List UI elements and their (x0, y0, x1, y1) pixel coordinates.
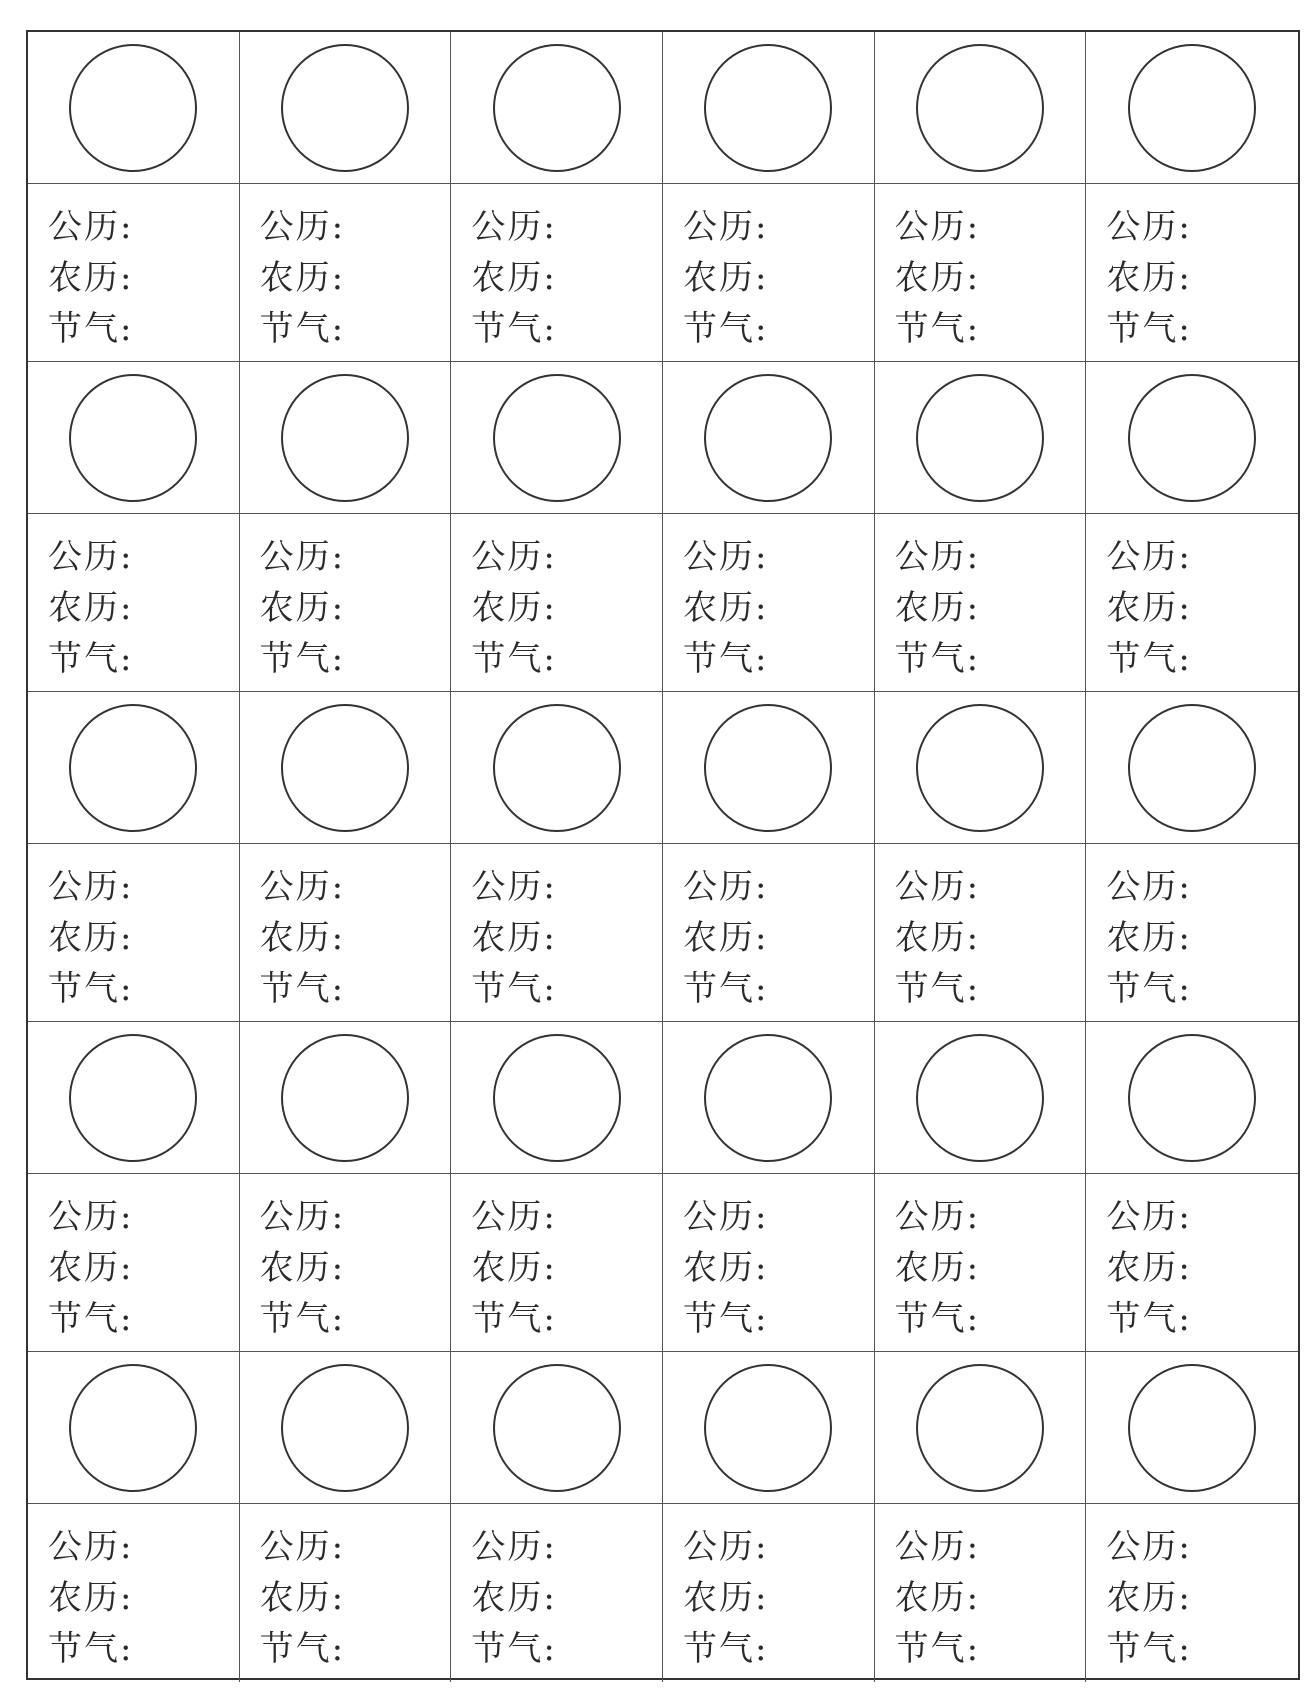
solar-term-label: 节气: (683, 1299, 769, 1339)
solar-term-label: 节气: (259, 1299, 346, 1339)
solar-term-label: 节气: (683, 969, 769, 1009)
moon-circle (704, 44, 832, 172)
moon-circle (704, 1034, 832, 1162)
moon-circle (916, 374, 1044, 502)
solar-term-label: 节气: (683, 639, 769, 679)
solar-term-label: 节气: (48, 1629, 134, 1669)
lunar-date-label: 农历: (894, 918, 981, 958)
date-info-cell (451, 1174, 663, 1352)
moon-cell (875, 1022, 1087, 1174)
solar-date-label: 公历: (683, 867, 769, 907)
lunar-date-label: 农历: (259, 1248, 346, 1288)
moon-circle (493, 1034, 621, 1162)
solar-term-label: 节气: (259, 309, 346, 349)
moon-circle (1128, 374, 1256, 502)
solar-date-label: 公历: (48, 537, 134, 577)
solar-date-label: 公历: (259, 537, 346, 577)
date-info-cell (1086, 184, 1298, 362)
moon-cell (240, 692, 452, 844)
solar-date-label: 公历: (894, 867, 981, 907)
solar-term-label: 节气: (894, 1629, 981, 1669)
solar-date-label: 公历: (683, 1527, 769, 1567)
solar-date-label: 公历: (48, 207, 134, 247)
moon-circle (916, 704, 1044, 832)
solar-term-label: 节气: (683, 309, 769, 349)
lunar-date-label: 农历: (471, 1248, 557, 1288)
solar-term-label: 节气: (48, 639, 134, 679)
date-info-cell (240, 514, 452, 692)
moon-cell (240, 1352, 452, 1504)
moon-circle (493, 374, 621, 502)
lunar-date-label: 农历: (471, 588, 557, 628)
lunar-date-label: 农历: (894, 1248, 981, 1288)
date-info-cell (875, 1504, 1087, 1682)
date-info-cell (1086, 844, 1298, 1022)
moon-cell (1086, 362, 1298, 514)
solar-term-label: 节气: (1106, 1629, 1192, 1669)
solar-term-label: 节气: (894, 309, 981, 349)
lunar-date-label: 农历: (683, 588, 769, 628)
date-info-cell (240, 1174, 452, 1352)
moon-cell (663, 32, 875, 184)
solar-term-label: 节气: (471, 1629, 557, 1669)
solar-date-label: 公历: (259, 1197, 346, 1237)
date-info-cell (1086, 1174, 1298, 1352)
date-info-cell (1086, 1504, 1298, 1682)
date-info-cell (451, 1504, 663, 1682)
moon-circle (493, 1364, 621, 1492)
solar-date-label: 公历: (1106, 537, 1192, 577)
date-info-cell (875, 1174, 1087, 1352)
date-info-cell (28, 184, 240, 362)
moon-circle (1128, 1364, 1256, 1492)
solar-term-label: 节气: (894, 1299, 981, 1339)
solar-term-label: 节气: (1106, 969, 1192, 1009)
lunar-date-label: 农历: (259, 588, 346, 628)
moon-circle (281, 1034, 409, 1162)
moon-circle (704, 1364, 832, 1492)
solar-date-label: 公历: (1106, 867, 1192, 907)
moon-cell (663, 692, 875, 844)
moon-circle (916, 44, 1044, 172)
date-info-cell (875, 514, 1087, 692)
moon-circle (69, 44, 197, 172)
solar-date-label: 公历: (1106, 1527, 1192, 1567)
lunar-date-label: 农历: (894, 1578, 981, 1618)
solar-term-label: 节气: (48, 309, 134, 349)
lunar-date-label: 农历: (1106, 258, 1192, 298)
moon-cell (451, 32, 663, 184)
date-info-cell (663, 1504, 875, 1682)
lunar-date-label: 农历: (471, 918, 557, 958)
moon-circle (281, 704, 409, 832)
solar-date-label: 公历: (259, 867, 346, 907)
moon-cell (451, 362, 663, 514)
lunar-date-label: 农历: (48, 1248, 134, 1288)
solar-date-label: 公历: (683, 207, 769, 247)
solar-date-label: 公历: (48, 867, 134, 907)
lunar-date-label: 农历: (1106, 1248, 1192, 1288)
date-info-cell (663, 844, 875, 1022)
moon-circle (916, 1364, 1044, 1492)
lunar-date-label: 农历: (259, 258, 346, 298)
moon-circle (281, 44, 409, 172)
moon-circle (493, 704, 621, 832)
solar-term-label: 节气: (48, 1299, 134, 1339)
solar-term-label: 节气: (471, 1299, 557, 1339)
lunar-date-label: 农历: (259, 918, 346, 958)
solar-date-label: 公历: (259, 207, 346, 247)
solar-term-label: 节气: (683, 1629, 769, 1669)
moon-cell (28, 362, 240, 514)
date-info-cell (28, 844, 240, 1022)
lunar-date-label: 农历: (1106, 588, 1192, 628)
lunar-date-label: 农历: (48, 918, 134, 958)
date-info-cell (28, 1504, 240, 1682)
lunar-date-label: 农历: (471, 1578, 557, 1618)
lunar-date-label: 农历: (471, 258, 557, 298)
date-info-cell (28, 1174, 240, 1352)
moon-cell (875, 1352, 1087, 1504)
date-info-cell (240, 844, 452, 1022)
solar-term-label: 节气: (48, 969, 134, 1009)
moon-circle (1128, 704, 1256, 832)
solar-term-label: 节气: (259, 969, 346, 1009)
solar-date-label: 公历: (894, 537, 981, 577)
solar-date-label: 公历: (894, 1197, 981, 1237)
solar-date-label: 公历: (471, 207, 557, 247)
date-info-cell (663, 514, 875, 692)
solar-date-label: 公历: (683, 537, 769, 577)
date-info-cell (663, 1174, 875, 1352)
moon-cell (1086, 32, 1298, 184)
lunar-date-label: 农历: (48, 258, 134, 298)
moon-circle (69, 1034, 197, 1162)
moon-cell (875, 362, 1087, 514)
moon-cell (240, 1022, 452, 1174)
moon-cell (28, 32, 240, 184)
moon-cell (875, 692, 1087, 844)
date-info-cell (663, 184, 875, 362)
date-info-cell (240, 1504, 452, 1682)
lunar-date-label: 农历: (894, 588, 981, 628)
moon-observation-sheet (26, 30, 1300, 1680)
moon-circle (704, 374, 832, 502)
moon-cell (28, 1022, 240, 1174)
date-info-cell (451, 184, 663, 362)
solar-date-label: 公历: (894, 1527, 981, 1567)
moon-cell (663, 1352, 875, 1504)
moon-circle (916, 1034, 1044, 1162)
lunar-date-label: 农历: (683, 258, 769, 298)
solar-term-label: 节气: (471, 309, 557, 349)
moon-cell (240, 362, 452, 514)
solar-term-label: 节气: (1106, 1299, 1192, 1339)
date-info-cell (875, 844, 1087, 1022)
solar-date-label: 公历: (471, 1527, 557, 1567)
solar-date-label: 公历: (683, 1197, 769, 1237)
solar-term-label: 节气: (471, 969, 557, 1009)
moon-circle (1128, 1034, 1256, 1162)
moon-circle (69, 704, 197, 832)
lunar-date-label: 农历: (259, 1578, 346, 1618)
moon-cell (663, 1022, 875, 1174)
moon-cell (663, 362, 875, 514)
moon-circle (69, 374, 197, 502)
moon-cell (451, 1022, 663, 1174)
solar-term-label: 节气: (1106, 309, 1192, 349)
solar-term-label: 节气: (259, 639, 346, 679)
solar-date-label: 公历: (1106, 1197, 1192, 1237)
solar-date-label: 公历: (471, 867, 557, 907)
moon-cell (1086, 1022, 1298, 1174)
moon-circle (704, 704, 832, 832)
moon-circle (281, 1364, 409, 1492)
moon-circle (69, 1364, 197, 1492)
date-info-cell (28, 514, 240, 692)
lunar-date-label: 农历: (48, 1578, 134, 1618)
lunar-date-label: 农历: (683, 918, 769, 958)
solar-term-label: 节气: (471, 639, 557, 679)
solar-term-label: 节气: (894, 969, 981, 1009)
lunar-date-label: 农历: (1106, 918, 1192, 958)
solar-date-label: 公历: (259, 1527, 346, 1567)
moon-cell (1086, 692, 1298, 844)
solar-date-label: 公历: (48, 1197, 134, 1237)
moon-cell (28, 1352, 240, 1504)
moon-circle (281, 374, 409, 502)
moon-cell (240, 32, 452, 184)
solar-term-label: 节气: (1106, 639, 1192, 679)
lunar-date-label: 农历: (894, 258, 981, 298)
moon-cell (28, 692, 240, 844)
lunar-date-label: 农历: (683, 1578, 769, 1618)
date-info-cell (875, 184, 1087, 362)
solar-date-label: 公历: (1106, 207, 1192, 247)
lunar-date-label: 农历: (1106, 1578, 1192, 1618)
moon-cell (875, 32, 1087, 184)
date-info-cell (451, 844, 663, 1022)
date-info-cell (240, 184, 452, 362)
lunar-date-label: 农历: (683, 1248, 769, 1288)
solar-date-label: 公历: (48, 1527, 134, 1567)
moon-cell (1086, 1352, 1298, 1504)
solar-date-label: 公历: (894, 207, 981, 247)
moon-cell (451, 1352, 663, 1504)
date-info-cell (451, 514, 663, 692)
lunar-date-label: 农历: (48, 588, 134, 628)
date-info-cell (1086, 514, 1298, 692)
solar-date-label: 公历: (471, 537, 557, 577)
moon-circle (1128, 44, 1256, 172)
moon-circle (493, 44, 621, 172)
solar-term-label: 节气: (894, 639, 981, 679)
solar-date-label: 公历: (471, 1197, 557, 1237)
solar-term-label: 节气: (259, 1629, 346, 1669)
moon-cell (451, 692, 663, 844)
